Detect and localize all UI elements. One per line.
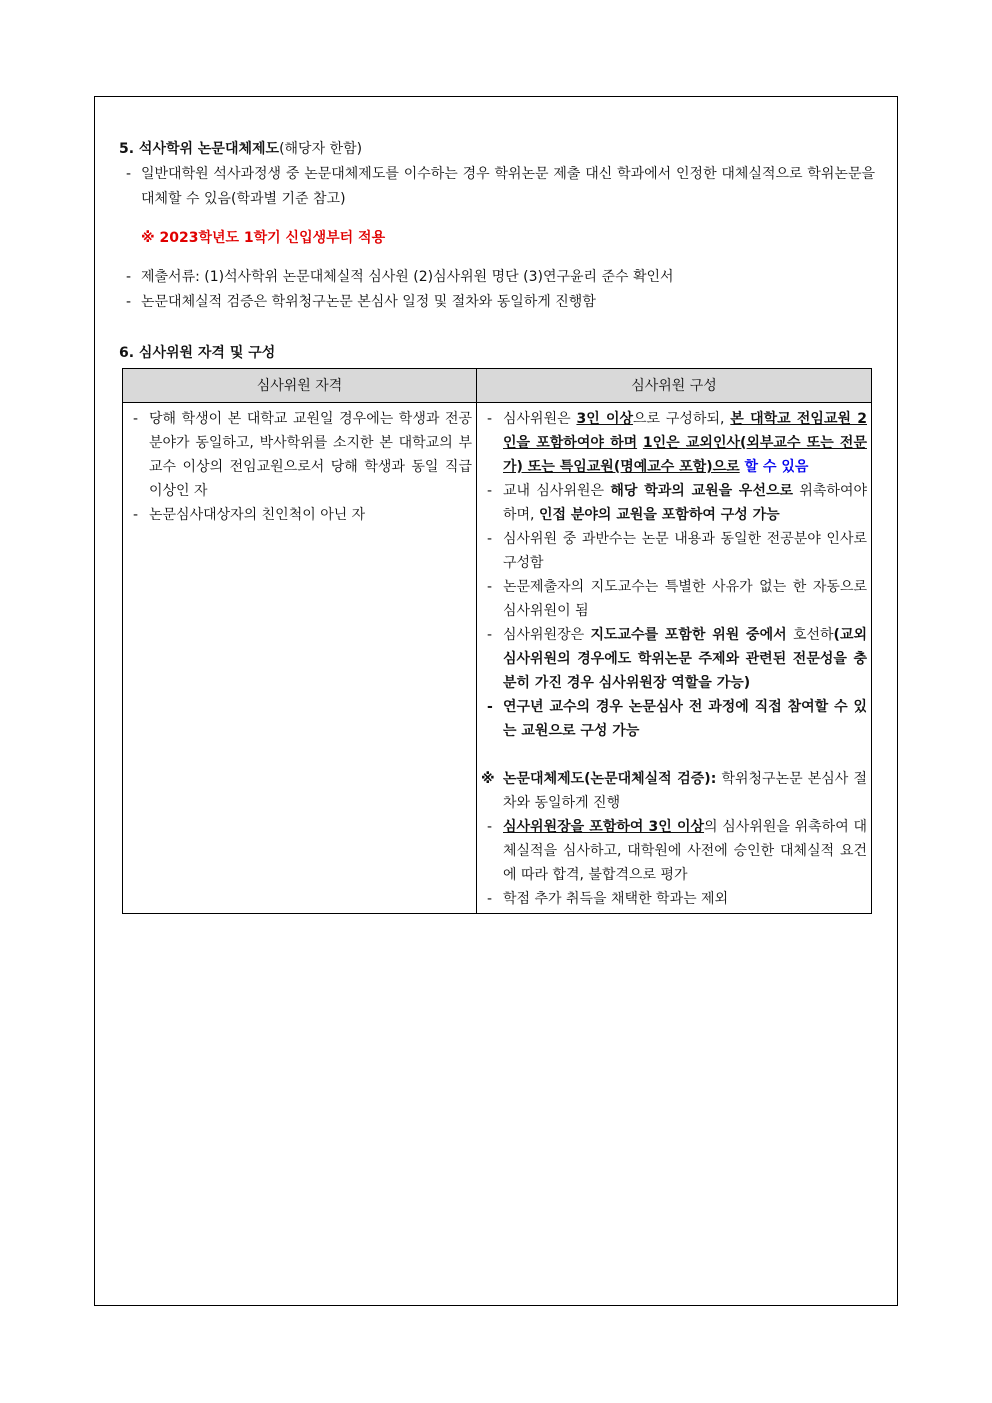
dash: - — [487, 891, 493, 907]
section5-bullet-3 — [119, 290, 875, 315]
qualification-item-1 — [127, 407, 472, 503]
dash: - — [487, 819, 493, 835]
section5-bullet-3-text: 논문대체실적 검증은 학위청구논문 본심사 일정 및 절차와 동일하게 진행함 — [141, 294, 596, 310]
section5-title-text: 5. 석사학위 논문대체제도 — [119, 141, 280, 157]
composition-item-6 — [481, 695, 867, 743]
qualification-item-2 — [127, 503, 472, 527]
dash: - — [487, 531, 493, 547]
dash: - — [126, 269, 132, 285]
text: 학점 추가 취득을 채택한 학과는 제외 — [503, 891, 729, 907]
page-content — [119, 137, 875, 914]
dash: - — [487, 699, 493, 715]
composition-item-2 — [481, 479, 867, 527]
text-bold: (교외심사위원의 경우에도 학위논문 주제와 관련된 전문성을 충분히 가진 경우 심사위원장 역할을 가능) — [503, 627, 867, 691]
text-bold: 해당 학과의 교원을 우선으로 — [610, 483, 794, 499]
section5-bullet-1 — [119, 162, 875, 212]
composition-cell — [477, 403, 872, 914]
col-header-qualification: 심사위원 자격 — [123, 369, 477, 403]
text: 위촉하여야 하며, — [503, 483, 867, 523]
text-blue: 할 수 있음 — [739, 459, 809, 475]
alternative-note — [481, 767, 867, 815]
committee-table — [122, 368, 872, 914]
text: 심사위원 중 과반수는 논문 내용과 동일한 전공분야 인사로 구성함 — [503, 531, 867, 571]
text-bold: 인접 분야의 교원을 포함하여 구성 가능 — [538, 507, 780, 523]
dash: - — [133, 507, 139, 523]
dash: - — [487, 579, 493, 595]
section5-red-note: ※ 2023학년도 1학기 신입생부터 적용 — [141, 230, 386, 246]
qualification-item-2-text: 논문심사대상자의 친인척이 아닌 자 — [149, 507, 366, 523]
composition-item-5 — [481, 623, 867, 695]
composition-item-4 — [481, 575, 867, 623]
text: 으로 구성하되, — [633, 411, 731, 427]
section6-title: 6. 심사위원 자격 및 구성 — [119, 345, 276, 361]
text: 학위청구논문 본심사 절차와 동일하게 진행 — [503, 771, 868, 811]
text-bold: 하여야 하며 — [563, 435, 638, 451]
text-bold: 논문대체제도(논문대체실적 검증): — [503, 771, 717, 787]
composition-item-1 — [481, 407, 867, 479]
section5-bullet-2-text: 제출서류: (1)석사학위 논문대체실적 심사원 (2)심사위원 명단 (3)연구윤리 준수 확인서 — [141, 269, 674, 285]
col-header-composition: 심사위원 구성 — [477, 369, 872, 403]
dash: - — [487, 411, 493, 427]
dash: - — [126, 166, 132, 182]
qualification-cell — [123, 403, 477, 914]
text: 논문제출자의 지도교수는 특별한 사유가 없는 한 자동으로 심사위원이 됨 — [503, 579, 867, 619]
composition-item-3 — [481, 527, 867, 575]
dash: - — [487, 627, 493, 643]
text: 심사위원장은 — [503, 627, 591, 643]
section5-bullet-2 — [119, 265, 875, 290]
text: 의 심사위원을 위촉하여 대체실적을 심사하고, 대학원에 사전에 승인한 대체실적 요건에 따라 합격, 불합격으로 평가 — [503, 819, 867, 883]
text-bold: 연구년 교수의 경우 논문심사 전 과정에 직접 참여할 수 있는 교원으로 구성 가능 — [503, 699, 867, 739]
text: 호선하 — [786, 627, 834, 643]
text-bold: 본 대학교 전임교원 2인을 포함 — [503, 411, 867, 451]
dash: - — [487, 483, 493, 499]
text-bold: 3인 이상 — [576, 411, 634, 427]
page-frame — [94, 96, 898, 1306]
section5-bullet-1-text: 일반대학원 석사과정생 중 논문대체제도를 이수하는 경우 학위논문 제출 대신 학과에서 인정한 대체실적으로 학위논문을 대체할 수 있음(학과별 기준 참고) — [141, 166, 875, 207]
text: 심사위원은 — [503, 411, 577, 427]
alternative-item-2 — [481, 887, 867, 911]
alternative-item-1 — [481, 815, 867, 887]
section5-title-note: (해당자 한함) — [279, 141, 363, 157]
dash: - — [126, 294, 132, 310]
text-bold: 지도교수를 포함한 위원 중에서 — [590, 627, 787, 643]
text-bold: 심사위원장을 포함하여 3인 이상 — [503, 819, 705, 835]
text-bold: 1인은 교외인사(외부교수 또는 전문가) 또는 특임교원(명예교수 포함)으로 — [503, 435, 867, 475]
section5-title — [119, 137, 875, 162]
qualification-item-1-text: 당해 학생이 본 대학교 교원일 경우에는 학생과 전공분야가 동일하고, 박사학위를 소지한 본 대학교의 부교수 이상의 전임교원으로서 당해 학생과 동일 직급 이상인 자 — [149, 411, 472, 499]
dash: - — [133, 411, 139, 427]
reference-mark-icon: ※ — [481, 771, 495, 787]
text: 교내 심사위원은 — [503, 483, 611, 499]
